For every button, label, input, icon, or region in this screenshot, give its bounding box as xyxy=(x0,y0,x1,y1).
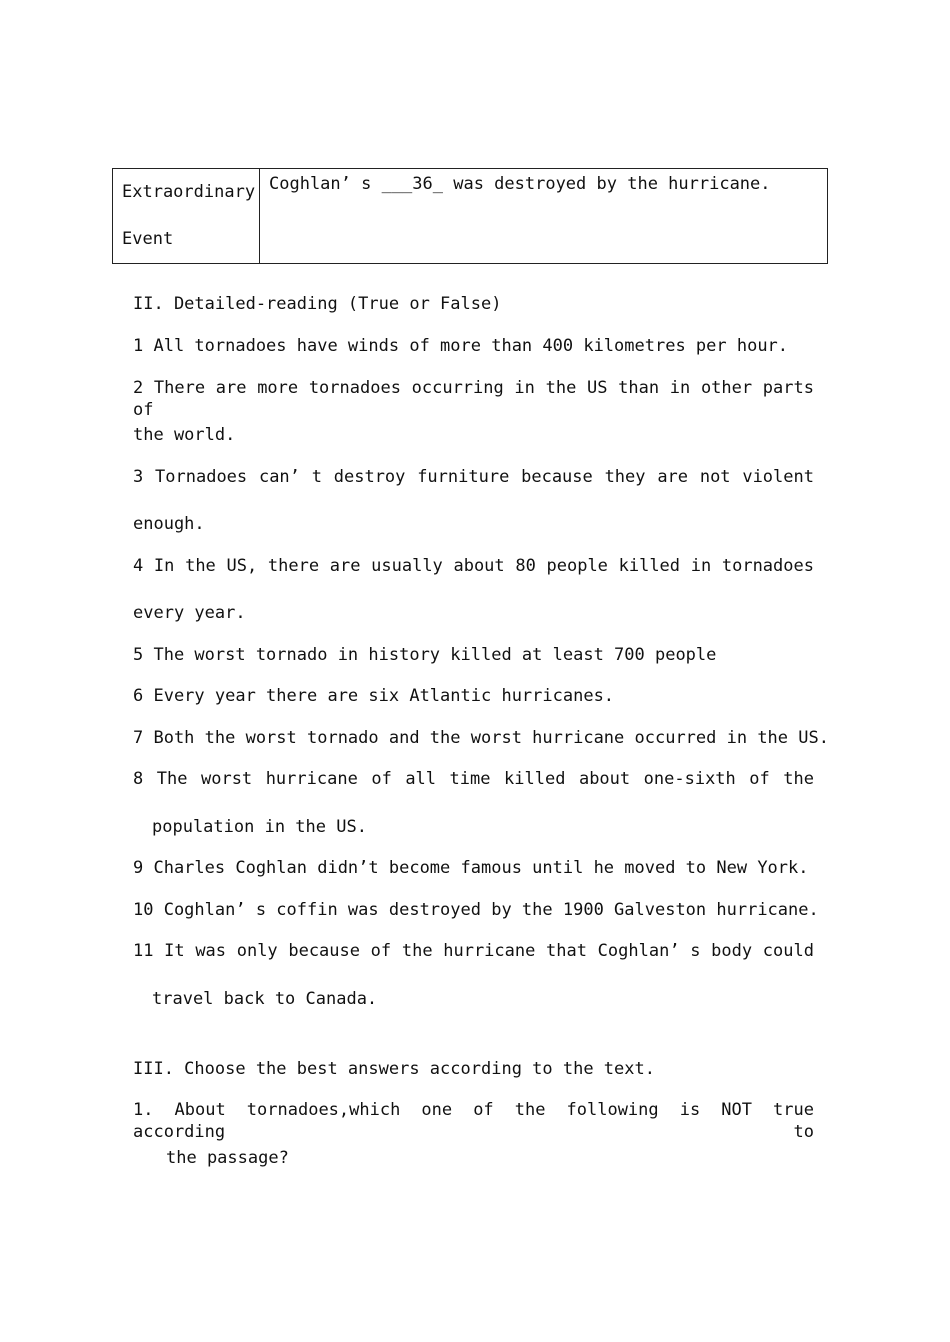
tf-item-3: 3 Tornadoes can’ t destroy furniture because they are not violent xyxy=(133,467,814,487)
section2-heading: II. Detailed-reading (True or False) xyxy=(133,294,502,314)
tf-item-1: 1 All tornadoes have winds of more than 400 kilometres per hour. xyxy=(133,336,789,356)
summary-table xyxy=(112,168,828,264)
tf-item-2-cont: the world. xyxy=(133,425,236,445)
mc-question-1-cont: the passage? xyxy=(166,1148,289,1168)
tf-item-11: 11 It was only because of the hurricane that Coghlan’ s body could xyxy=(133,941,814,961)
tf-item-5: 5 The worst tornado in history killed at least 700 people xyxy=(133,645,717,665)
tf-item-6: 6 Every year there are six Atlantic hurricanes. xyxy=(133,686,615,706)
table-label-cell xyxy=(113,169,260,264)
table-label-line2: Event xyxy=(122,229,174,249)
tf-item-2: 2 There are more tornadoes occurring in the US than in other parts of xyxy=(133,378,814,420)
mc-question-1: 1. About tornadoes,which one of the following is NOT true according to xyxy=(133,1100,814,1142)
tf-item-8-cont: population in the US. xyxy=(152,817,367,837)
table-content-cell xyxy=(260,169,828,264)
tf-item-10: 10 Coghlan’ s coffin was destroyed by the 1900 Galveston hurricane. xyxy=(133,900,819,920)
table-row xyxy=(113,169,828,264)
tf-item-4: 4 In the US, there are usually about 80 people killed in tornadoes xyxy=(133,556,814,576)
section3-heading: III. Choose the best answers according to the text. xyxy=(133,1059,655,1079)
tf-item-7: 7 Both the worst tornado and the worst hurricane occurred in the US. xyxy=(133,728,829,748)
tf-item-9: 9 Charles Coghlan didn’t become famous until he moved to New York. xyxy=(133,858,809,878)
tf-item-3-cont: enough. xyxy=(133,514,205,534)
tf-item-8: 8 The worst hurricane of all time killed about one-sixth of the xyxy=(133,769,814,789)
table-content-text: Coghlan’ s ___36_ was destroyed by the hurricane. xyxy=(269,174,771,194)
tf-item-4-cont: every year. xyxy=(133,603,246,623)
tf-item-11-cont: travel back to Canada. xyxy=(152,989,378,1009)
table-label-line1: Extraordinary xyxy=(122,182,256,202)
